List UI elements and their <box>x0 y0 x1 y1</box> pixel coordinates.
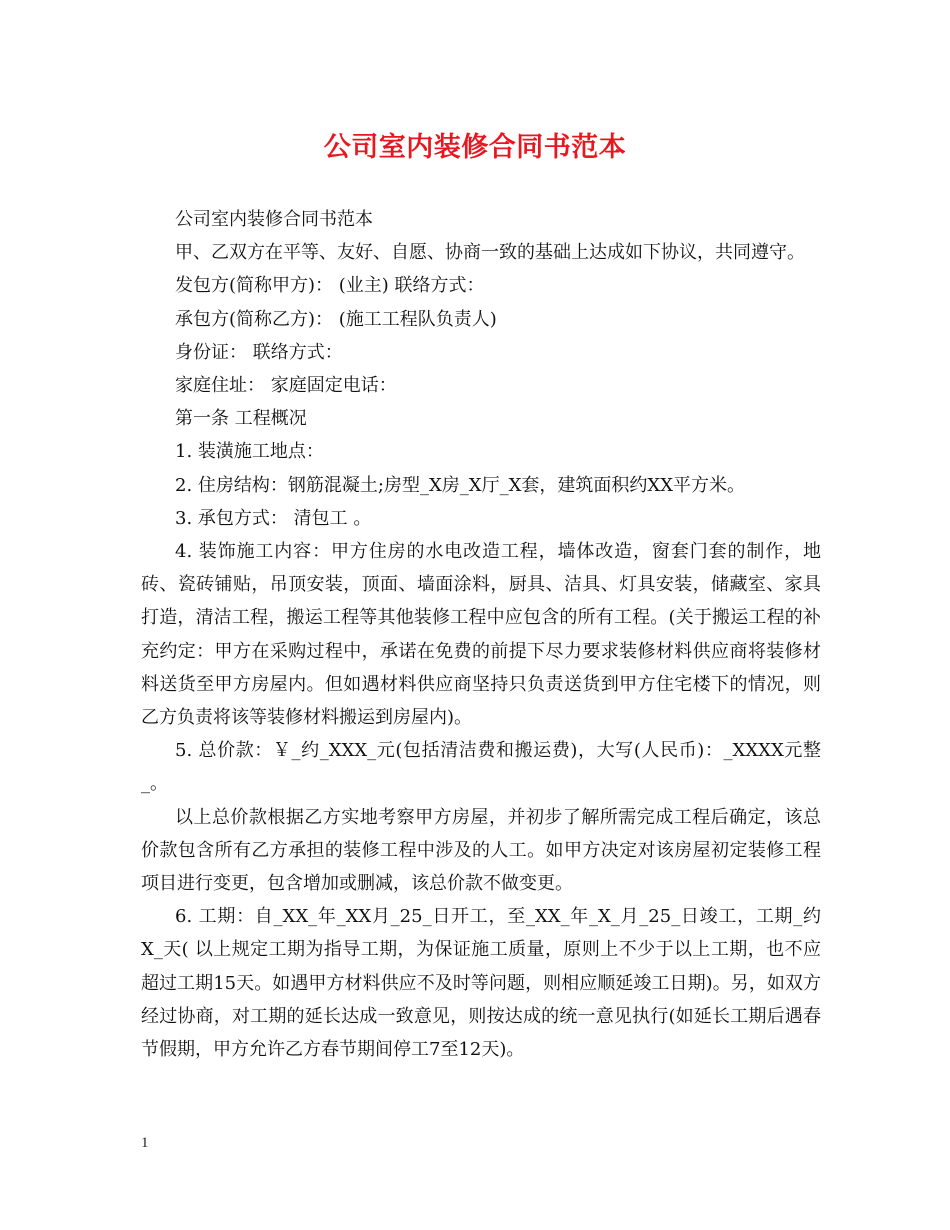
paragraph: 2. 住房结构：钢筋混凝土;房型_X房_X厅_X套，建筑面积约XX平方米。 <box>175 474 746 496</box>
paragraph: 5. 总价款：￥_约_XXX_元(包括清洁费和搬运费)，大写(人民币)：_XXXX元整_。 <box>141 740 821 795</box>
section-heading: 第一条 工程概况 <box>175 408 307 430</box>
paragraph: 1. 装潢施工地点： <box>175 441 324 463</box>
paragraph: 发包方(简称甲方)： (业主) 联络方式： <box>175 275 485 297</box>
paragraph: 4. 装饰施工内容：甲方住房的水电改造工程，墙体改造，窗套门套的制作，地砖、瓷砖铺贴，吊顶安装，顶面、墙面涂料，厨具、洁具、灯具安装，储藏室、家具打造，清洁工程，搬运工程等其他装修工程中应包含的所有工程。(关于搬运工程的补充约定：甲方在采购过程中，承诺在免费的前提下尽力要求装修材料供应商将装修材料送货至甲方房屋内。但如遇材料供应商坚持只负责送货到甲方住宅楼下的情况，则乙方负责将该等装修材料搬运到房屋内)。 <box>141 541 821 729</box>
page-number: 1 <box>141 1135 149 1151</box>
document-body <box>141 203 821 1066</box>
document-title: 公司室内装修合同书范本 <box>323 132 627 163</box>
paragraph: 6. 工期：自_XX_年_XX月_25_日开工，至_XX_年_X_月_25_日竣工，工期_约X_天( 以上规定工期为指导工期，为保证施工质量，原则上不少于以上工期，也不应超过工期15天。如遇甲方材料供应不及时等问题，则相应顺延竣工日期)。另，如双方经过协商，对工期的延长达成一致意见，则按达成的统一意见执行(如延长工期后遇春节假期，甲方允许乙方春节期间停工7至12天)。 <box>141 906 821 1061</box>
paragraph: 甲、乙双方在平等、友好、自愿、协商一致的基础上达成如下协议，共同遵守。 <box>175 242 805 264</box>
paragraph: 3. 承包方式： 清包工 。 <box>175 507 372 529</box>
paragraph: 家庭住址： 家庭固定电话： <box>175 375 397 397</box>
paragraph: 公司室内装修合同书范本 <box>175 209 373 230</box>
paragraph: 承包方(简称乙方)： (施工工程队负责人) <box>175 308 497 330</box>
paragraph: 以上总价款根据乙方实地考察甲方房屋，并初步了解所需完成工程后确定，该总价款包含所有乙方承担的装修工程中涉及的人工。如甲方决定对该房屋初定装修工程项目进行变更，包含增加或删减，该总价款不做变更。 <box>141 806 821 895</box>
paragraph: 身份证： 联络方式： <box>175 341 343 363</box>
